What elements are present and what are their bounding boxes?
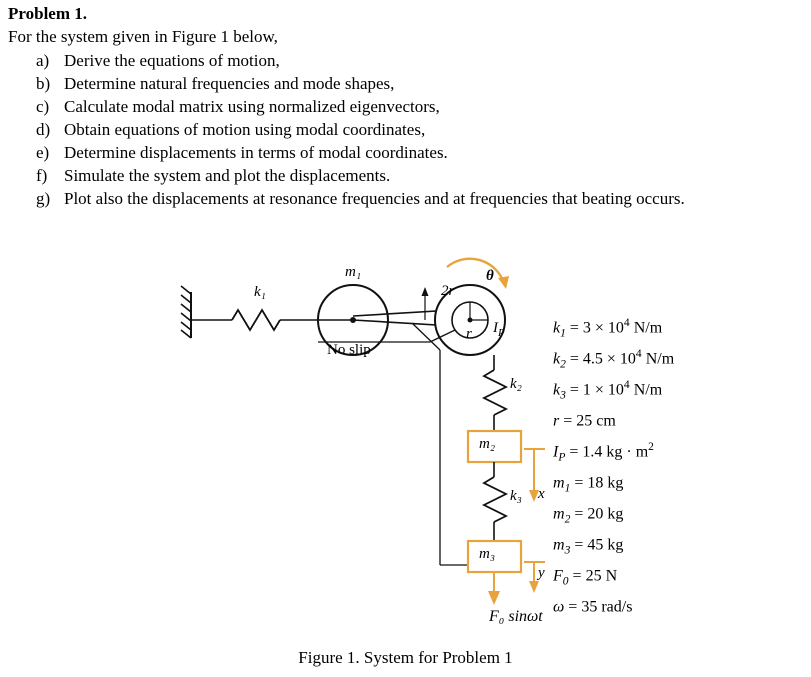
- system-diagram: [0, 245, 811, 645]
- list-item: [36, 142, 685, 164]
- label-r: r: [466, 326, 472, 342]
- param-unit: N/m: [641, 350, 675, 368]
- theta-rotation-arrow: [447, 259, 509, 289]
- param-value: = 25 cm: [563, 412, 616, 430]
- label-force: F₀ sinωt: [489, 608, 543, 625]
- param-name: k: [553, 319, 561, 337]
- list-item: [36, 119, 685, 141]
- label-y: y: [538, 565, 545, 581]
- list-item-label: Derive the equations of motion,: [64, 51, 280, 70]
- list-item-marker: f): [36, 166, 48, 185]
- list-item-marker: c): [36, 97, 50, 116]
- param-sub: 2: [560, 358, 566, 371]
- param-unit: N/m: [629, 319, 663, 337]
- parameter-list: [553, 313, 674, 623]
- list-item-marker: e): [36, 143, 50, 162]
- left-vertical-rod: [412, 323, 470, 565]
- wall-support: [181, 286, 191, 338]
- param-name: F: [553, 567, 563, 585]
- label-m3: m₃: [479, 546, 496, 562]
- param-value: = 1 × 10: [569, 381, 624, 399]
- parameter-row: [553, 499, 674, 530]
- label-Ip: [493, 320, 505, 339]
- param-value: = 18 kg: [574, 474, 624, 492]
- list-item: [36, 73, 685, 95]
- label-k3: k₃: [510, 488, 522, 504]
- page-title: Problem 1.: [8, 4, 88, 23]
- intro-text: For the system given in Figure 1 below,: [8, 27, 278, 46]
- list-item: [36, 50, 685, 72]
- spring-k1: [191, 310, 318, 330]
- list-item-marker: a): [36, 51, 50, 70]
- parameter-row: [553, 406, 674, 437]
- list-item-label: Plot also the displacements at resonance frequencies and at frequencies that beating occurs.: [64, 189, 685, 208]
- figure-caption: Figure 1. System for Problem 1: [298, 648, 513, 667]
- param-exp: 4: [623, 379, 630, 392]
- list-item-label: Calculate modal matrix using normalized eigenvectors,: [64, 97, 440, 116]
- param-name: m: [553, 505, 565, 523]
- param-value: = 1.4 kg · m: [569, 443, 649, 461]
- list-item: [36, 165, 685, 187]
- param-sub: P: [558, 451, 566, 464]
- parameter-row: [553, 530, 674, 561]
- param-name: m: [553, 474, 565, 492]
- spring-k3: [484, 477, 506, 541]
- list-item-marker: b): [36, 74, 51, 93]
- param-sub: 2: [564, 513, 571, 526]
- param-sub: 1: [560, 327, 566, 340]
- param-value: = 25 N: [572, 567, 618, 585]
- label-m2: m₂: [479, 436, 496, 452]
- param-name: k: [553, 350, 561, 368]
- param-exp: 4: [635, 348, 642, 361]
- label-Ip-main: I: [493, 320, 498, 336]
- spring-k2: [484, 355, 506, 431]
- label-2r: 2r: [441, 283, 455, 299]
- label-x: x: [538, 486, 545, 502]
- label-theta: θ: [486, 268, 494, 284]
- label-k1: k₁: [254, 284, 266, 300]
- list-item: [36, 188, 685, 210]
- parameter-row: [553, 592, 674, 623]
- list-item-label: Determine displacements in terms of modal coordinates.: [64, 143, 448, 162]
- parameter-row: [553, 468, 674, 499]
- list-item-label: Determine natural frequencies and mode shapes,: [64, 74, 395, 93]
- param-sub: 3: [560, 389, 566, 402]
- param-unit: N/m: [629, 381, 663, 399]
- list-item-marker: g): [36, 189, 51, 208]
- param-value: = 3 × 10: [569, 319, 624, 337]
- label-no-slip: No slip: [327, 342, 371, 358]
- list-item: [36, 96, 685, 118]
- list-item-label: Simulate the system and plot the displacements.: [64, 166, 391, 185]
- param-name: m: [553, 536, 565, 554]
- param-value: = 4.5 × 10: [569, 350, 636, 368]
- list-item-label: Obtain equations of motion using modal coordinates,: [64, 120, 426, 139]
- param-value: = 45 kg: [574, 536, 624, 554]
- param-name: I: [553, 443, 559, 461]
- label-Ip-sub: P: [498, 327, 505, 339]
- param-exp: 4: [623, 317, 630, 329]
- param-value: = 35 rad/s: [568, 598, 633, 616]
- parameter-row: [553, 344, 674, 375]
- parameter-row: [553, 437, 674, 468]
- param-exp: 2: [648, 441, 654, 454]
- param-sub: 1: [564, 482, 571, 495]
- parameter-row: [553, 561, 674, 592]
- param-sub: 3: [564, 544, 571, 557]
- param-name: ω: [553, 598, 565, 616]
- list-item-marker: d): [36, 120, 51, 139]
- label-m1: m₁: [345, 264, 362, 280]
- param-name: r: [553, 412, 560, 430]
- label-k2: k₂: [510, 376, 522, 392]
- param-name: k: [553, 381, 561, 399]
- param-sub: 0: [562, 575, 569, 588]
- task-list: [36, 50, 685, 211]
- force-arrow: [488, 572, 500, 605]
- parameter-row: [553, 313, 674, 344]
- param-value: = 20 kg: [574, 505, 624, 523]
- parameter-row: [553, 375, 674, 406]
